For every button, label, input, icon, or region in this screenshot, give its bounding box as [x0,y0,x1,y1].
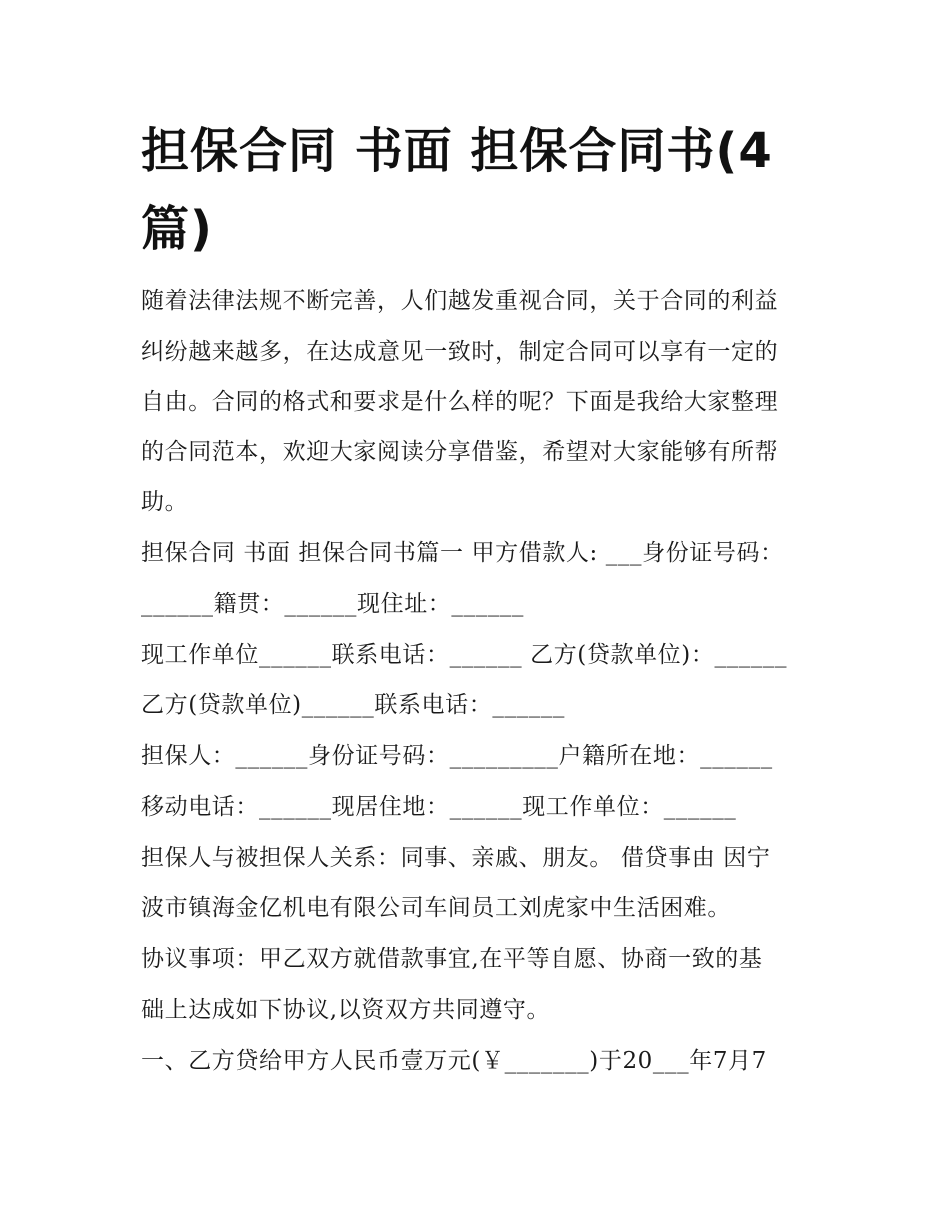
paragraph-line: 自由。合同的格式和要求是什么样的呢？下面是我给大家整理 [141,389,779,415]
paragraph-line: 纠纷越来越多，在达成意见一致时，制定合同可以享有一定的 [141,339,779,365]
paragraph-line: 担保人：______身份证号码：_________户籍所在地：______ [141,743,773,769]
paragraph-line: 乙方(贷款单位)______联系电话：______ [141,692,565,718]
paragraph-line: 协议事项：甲乙双方就借款事宜,在平等自愿、协商一致的基 [141,946,763,972]
paragraph-line: 随着法律法规不断完善，人们越发重视合同，关于合同的利益 [141,288,779,314]
document-title: 担保合同 书面 担保合同书(4篇) [141,123,773,257]
paragraph-line: 础上达成如下协议,以资双方共同遵守。 [141,997,551,1023]
paragraph-line: 波市镇海金亿机电有限公司车间员工刘虎家中生活困难。 [141,895,731,921]
paragraph-line: ______籍贯：______现住址：______ [141,591,524,617]
paragraph-line: 移动电话：______现居住地：______现工作单位：______ [141,794,737,820]
paragraph-line: 的合同范本，欢迎大家阅读分享借鉴，希望对大家能够有所帮 [141,439,779,465]
paragraph-line: 一、乙方贷给甲方人民币壹万元(￥_______)于20___年7月7 [141,1048,767,1074]
paragraph-line: 现工作单位______联系电话：______ 乙方(贷款单位)：______ [141,642,788,668]
paragraph-line: 担保合同 书面 担保合同书篇一 甲方借款人: ___身份证号码： [141,540,784,566]
paragraph-line: 助。 [141,489,189,515]
paragraph-line: 担保人与被担保人关系：同事、亲戚、朋友。 借贷事由 因宁 [141,845,771,871]
